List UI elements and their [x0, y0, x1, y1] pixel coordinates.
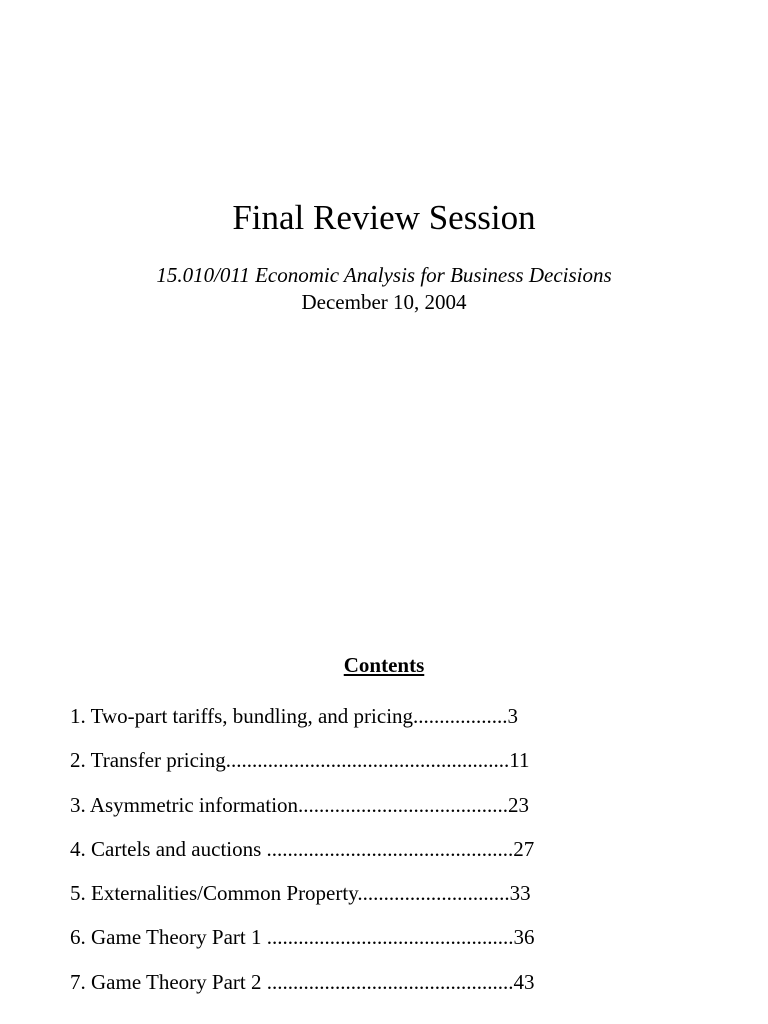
- toc-item: 7. Game Theory Part 2 ...............................................43: [70, 969, 535, 994]
- toc-item: 6. Game Theory Part 1 ...............................................36: [70, 925, 535, 950]
- toc-item: 2. Transfer pricing......................................................11: [70, 748, 530, 773]
- course-subtitle: 15.010/011 Economic Analysis for Business Decisions: [156, 263, 612, 287]
- table-of-contents: [70, 702, 590, 1012]
- toc-item: 3. Asymmetric information........................................23: [70, 792, 530, 817]
- contents-heading: [0, 652, 768, 678]
- toc-item: 4. Cartels and auctions ...............................................27: [70, 836, 535, 861]
- session-date: December 10, 2004: [301, 290, 467, 314]
- contents-heading-label: Contents: [343, 653, 425, 677]
- document-title: Final Review Session: [232, 198, 536, 237]
- toc-item: 1. Two-part tariffs, bundling, and pricing..................3: [70, 704, 519, 728]
- toc-item: 5. Externalities/Common Property.............................33: [70, 881, 531, 906]
